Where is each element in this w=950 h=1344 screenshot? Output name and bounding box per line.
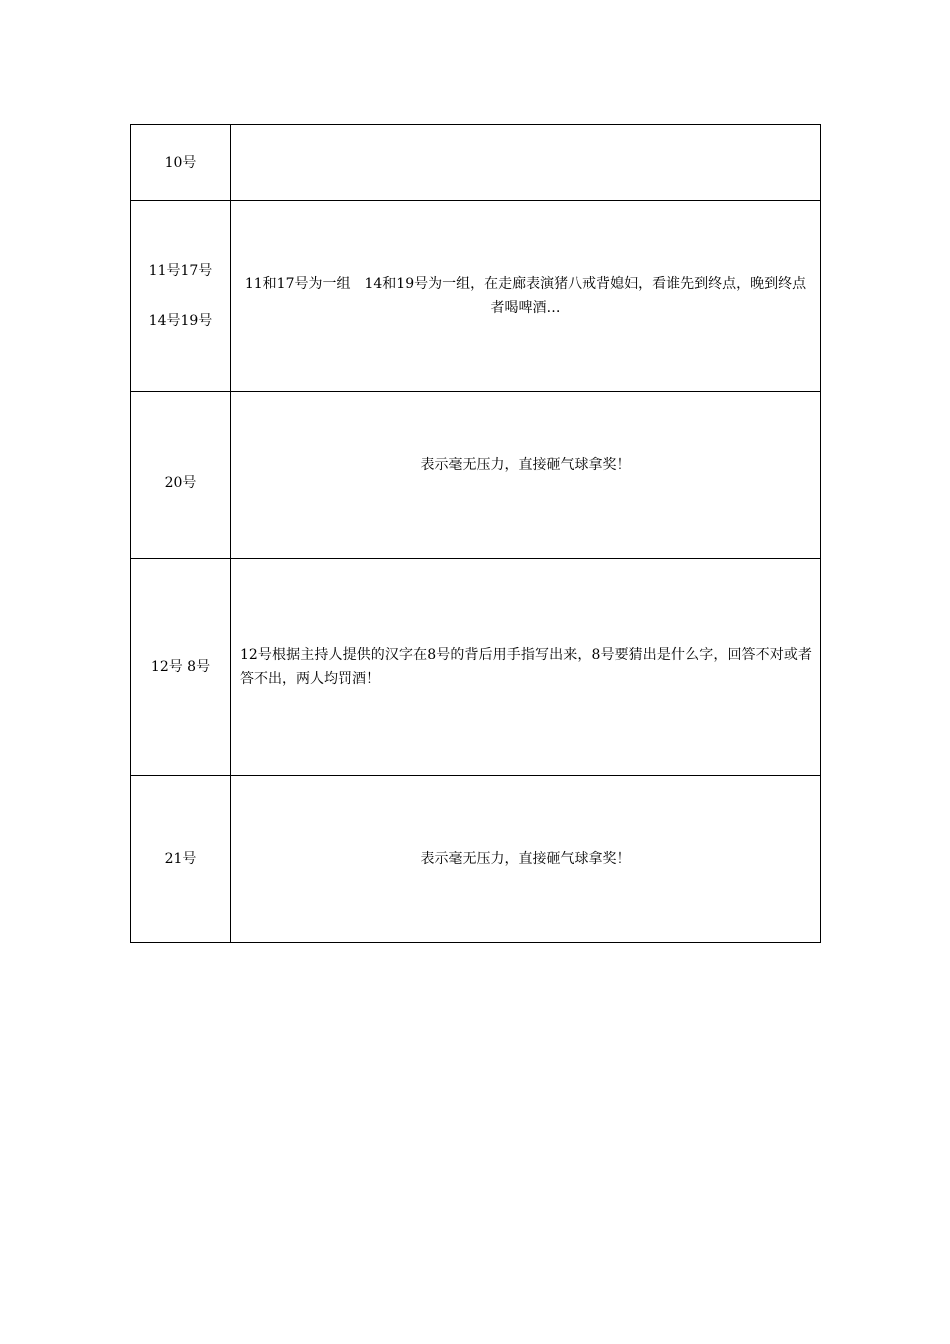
- table-row: [131, 201, 821, 392]
- participant-numbers: 21号: [164, 851, 197, 867]
- participant-numbers: 12号 8号: [150, 659, 211, 675]
- number-cell: [131, 201, 231, 392]
- number-cell: [131, 125, 231, 201]
- participant-numbers: 10号: [164, 154, 197, 171]
- number-cell: [131, 559, 231, 776]
- game-description: 表示毫无压力，直接砸气球拿奖！: [420, 457, 631, 473]
- game-description: 11和17号为一组 14和19号为一组，在走廊表演猪八戒背媳妇，看谁先到终点，晚到终点者喝啤酒…: [244, 276, 807, 316]
- participant-numbers: 14号19号: [148, 313, 213, 329]
- number-cell: [131, 776, 231, 943]
- description-cell: [231, 125, 821, 201]
- participant-numbers: 20号: [164, 475, 197, 491]
- number-cell: [131, 392, 231, 559]
- table-row: [131, 392, 821, 559]
- table-row: [131, 559, 821, 776]
- description-cell: [231, 776, 821, 943]
- description-cell: [231, 392, 821, 559]
- table-row: [131, 776, 821, 943]
- participant-numbers: 11号17号: [148, 263, 213, 279]
- description-cell: [231, 201, 821, 392]
- game-description: 12号根据主持人提供的汉字在8号的背后用手指写出来，8号要猜出是什么字，回答不对或者答不出，两人均罚酒！: [240, 647, 812, 687]
- game-schedule-table: [130, 124, 821, 943]
- table-row: [131, 125, 821, 201]
- game-description: 表示毫无压力，直接砸气球拿奖！: [420, 851, 631, 867]
- description-cell: [231, 559, 821, 776]
